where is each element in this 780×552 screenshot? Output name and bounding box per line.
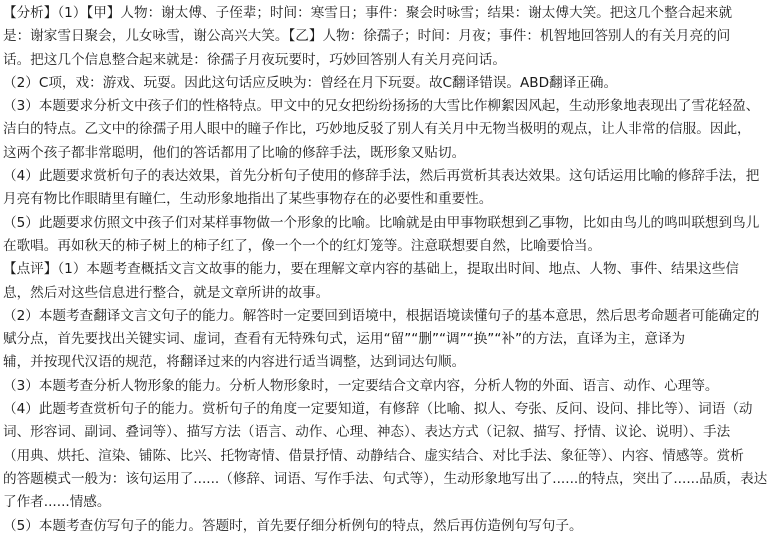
comment-line-5: 辅，并按现代汉语的规范，将翻译过来的内容进行适当调整，达到词达句顺。 [3, 354, 466, 371]
analysis-line-4: （2）C项，戏：游戏、玩耍。因此这句话应反映为：曾经在月下玩耍。故C翻译错误。ABD翻译正确。 [3, 74, 618, 91]
comment-line-7: （4）此题考查赏析句子的能力。赏析句子的角度一定要知道，有修辞（比喻、拟人、夸张、反问、设问、排比等）、词语（动 [3, 401, 753, 418]
analysis-line-8: （4）此题要求赏析句子的表达效果，首先分析句子使用的修辞手法，然后再赏析其表达效果。这句话运用比喻的修辞手法，把 [3, 168, 760, 185]
comment-line-11: 了作者......情感。 [3, 494, 111, 511]
comment-line-3: （2）本题考查翻译文言文句子的能力。解答时一定要回到语境中，根据语境读懂句子的基本意思，然后思考命题者可能确定的 [3, 307, 760, 324]
comment-line-12: （5）本题考查仿写句子的能力。答题时，首先要仔细分析例句的特点，然后再仿造例句写句子。 [3, 517, 583, 534]
analysis-line-11: 在歌唱。再如秋天的柿子树上的柿子红了，像一个一个的红灯笼等。注意联想要自然，比喻要恰当。 [3, 237, 602, 254]
comment-line-9: （用典、烘托、渲染、铺陈、比兴、托物寄情、借景抒情、动静结合、虚实结合、对比手法、象征等）、内容、情感等。赏析 [3, 447, 744, 464]
analysis-line-2: 是：谢家雪日聚会，儿女咏雪，谢公高兴大笑。【乙】人物：徐孺子；时间：月夜；事件：机智地回答别人的有关月亮的问 [3, 28, 731, 45]
comment-line-8: 词、形容词、副词、叠词等）、描写方法（语言、动作、心理、神态）、表达方式（记叙、描写、抒情、议论、说明）、手法 [3, 424, 731, 441]
analysis-line-1: 【分析】（1）【甲】人物：谢太傅、子侄辈；时间：寒雪日；事件：聚会时咏雪；结果：谢太傅大笑。把这几个整合起来就 [3, 5, 733, 21]
analysis-line-3: 话。把这几个信息整合起来就是：徐孺子月夜玩要时，巧妙回答别人有关月亮问话。 [3, 51, 506, 68]
comment-line-6: （3）本题考查分析人物形象的能力。分析人物形象时，一定要结合文章内容，分析人物的外面、语言、动作、心理等。 [3, 377, 719, 394]
analysis-line-5: （3）本题要求分析文中孩子们的性格特点。甲文中的兄女把纷纷扬扬的大雪比作柳絮因风起，生动形象地表现出了雪花轻盈、 [3, 98, 760, 115]
comment-line-10: 的答题模式一般为：该句运用了......（修辞、词语、写作手法、句式等），生动形象地写出了......的特点，突出了......品质，表达 [3, 470, 768, 487]
analysis-line-7: 这两个孩子都非常聪明，他们的答话都用了比喻的修辞手法，既形象又贴切。 [3, 144, 466, 161]
comment-line-4: 赋分点，首先要找出关键实词、虚词，查看有无特殊句式，运用“留”“删”“调”“换”“补”的方法，直译为主，意译为 [3, 331, 686, 348]
comment-line-1: 【点评】（1）本题考查概括文言文故事的能力，要在理解文章内容的基础上，提取出时间、地点、人物、事件、结果这些信 [3, 261, 739, 278]
analysis-line-9: 月亮有物比作眼睛里有瞳仁，生动形象地指出了某些事物存在的必要性和重要性。 [3, 191, 493, 208]
analysis-line-10: （5）此题要求仿照文中孩子们对某样事物做一个形象的比喻。比喻就是由甲事物联想到乙事物，比如由鸟儿的鸣叫联想到鸟儿 [3, 214, 760, 231]
comment-line-2: 息，然后对这些信息进行整合，就是文章所讲的故事。 [3, 284, 330, 301]
analysis-line-6: 洁白的特点。乙文中的徐孺子用人眼中的瞳子作比，巧妙地反驳了别人有关月中无物当极明的观点，让人非常的信服。因此， [3, 121, 751, 138]
